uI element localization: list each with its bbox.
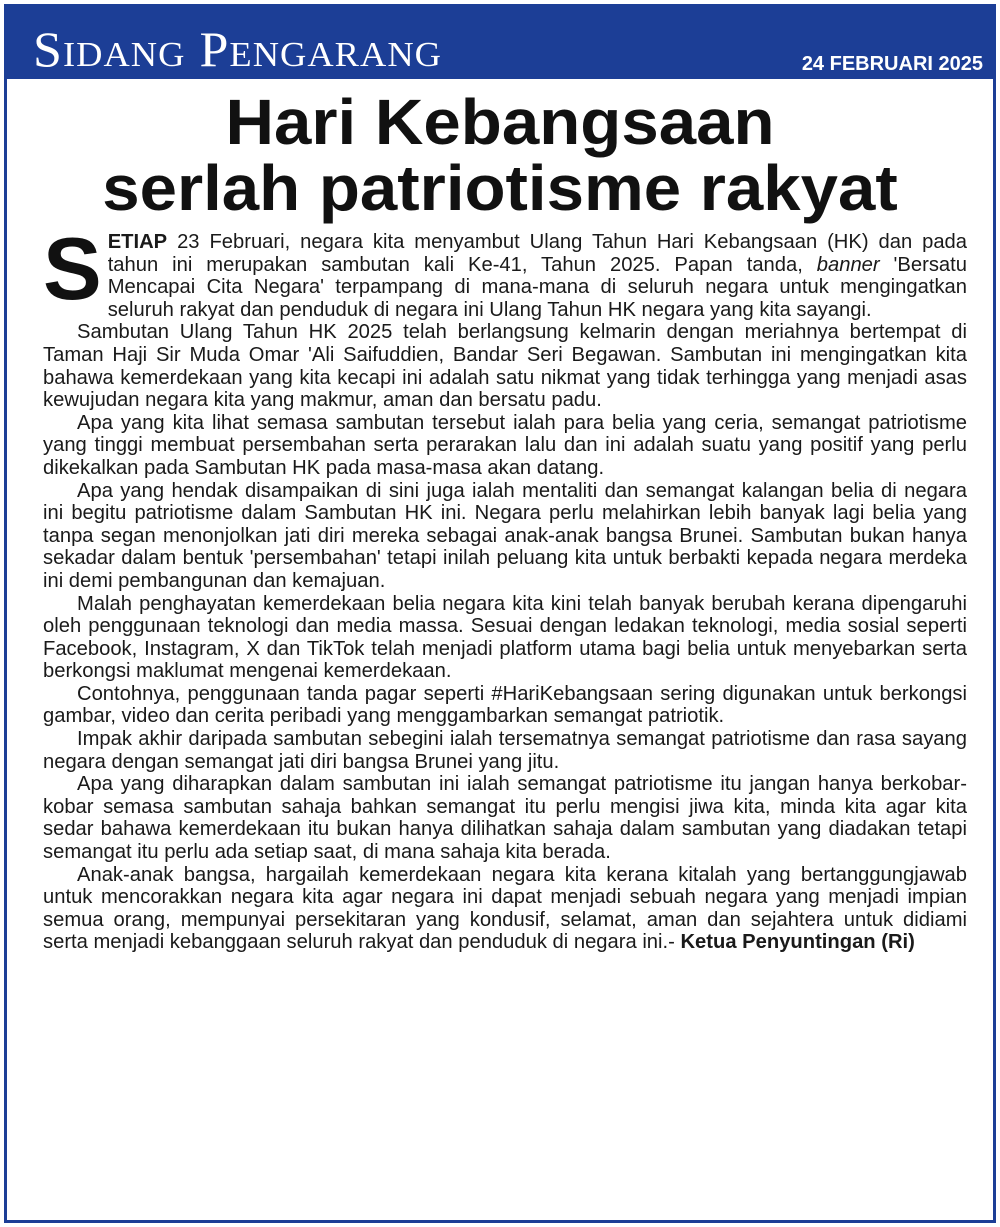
page-frame xyxy=(4,4,996,1223)
masthead-banner xyxy=(7,7,993,79)
byline: Ketua Penyuntingan (Ri) xyxy=(680,931,915,954)
article-body xyxy=(43,219,967,954)
paragraph-1-text-b: 'Bersatu Mencapai Cita Negara' terpampang di mana-mana di seluruh negara untuk mengingatkan seluruh rakyat dan penduduk di negara ini Ulang Tahun HK negara yang kita sayangi. xyxy=(107,253,967,321)
paragraph-6: Contohnya, penggunaan tanda pagar seperti #HariKebangsaan sering digunakan untuk berkongsi gambar, video dan cerita peribadi yang menggambarkan semangat patriotik. xyxy=(43,682,967,728)
paragraph-5: Malah penghayatan kemerdekaan belia negara kita kini telah banyak berubah kerana dipengaruhi oleh penggunaan teknologi dan media massa. Sesuai dengan ledakan teknologi, media sosial seperti Facebook, Instagram, X dan TikTok telah menjadi platform utama bagi belia untuk menyebarkan serta berkongsi maklumat mengenai kemerdekaan. xyxy=(43,592,967,683)
paragraph-2: Sambutan Ulang Tahun HK 2025 telah berlangsung kelmarin dengan meriahnya bertempat di Taman Haji Sir Muda Omar 'Ali Saifuddien, Bandar Seri Begawan. Sambutan ini mengingatkan kita bahawa kemerdekaan yang kita kecapi ini adalah satu nikmat yang tidak terhingga yang menjadi asas kewujudan negara kita yang makmur, aman dan bersatu padu. xyxy=(43,321,967,412)
paragraph-9-text: Anak-anak bangsa, hargailah kemerdekaan negara kita kerana kitalah yang bertanggungjawab untuk mencorakkan negara kita agar negara ini dapat menjadi sebuah negara yang menjadi impian semua orang, mempunyai persekitaran yang kondusif, selamat, aman dan sejahtera untuk didiami serta menjadi kebanggaan seluruh rakyat dan penduduk di negara ini.- xyxy=(43,863,967,954)
drop-cap: S xyxy=(43,219,102,318)
paragraph-1-text-a: 23 Februari, negara kita menyambut Ulang Tahun Hari Kebangsaan (HK) dan pada tahun ini merupakan sambutan kali Ke-41, Tahun 2025. Papan tanda, xyxy=(107,231,967,276)
paragraph-3: Apa yang kita lihat semasa sambutan tersebut ialah para belia yang ceria, semangat patriotisme yang tinggi membuat persembahan serta perarakan lalu dan ini adalah suatu yang positif yang perlu dikekalkan pada Sambutan HK pada masa-masa akan datang. xyxy=(43,411,967,479)
paragraph-4: Apa yang hendak disampaikan di sini juga ialah mentaliti dan semangat kalangan belia di negara ini begitu patriotisme dalam Sambutan HK ini. Negara perlu melahirkan lebih banyak lagi belia yang tanpa segan menonjolkan jati diri mereka sebagai anak-anak bangsa Brunei. Sambutan bukan hanya sekadar dalam bentuk 'persembahan' tetapi inilah peluang kita untuk berbakti kepada negara merdeka ini demi pembangunan dan kemajuan. xyxy=(43,479,967,592)
lead-word: ETIAP xyxy=(107,231,168,253)
headline-line-1: Hari Kebangsaan xyxy=(225,86,775,158)
paragraph-1-italic: banner xyxy=(816,253,880,276)
section-title: Sidang Pengarang xyxy=(33,21,442,77)
headline-line-2: serlah patriotisme rakyat xyxy=(102,152,898,224)
publication-date: 24 FEBRUARI 2025 xyxy=(794,51,983,77)
paragraph-1 xyxy=(43,219,967,321)
paragraph-7: Impak akhir daripada sambutan sebegini ialah tersematnya semangat patriotisme dan rasa sayang negara dengan semangat jati diri bangsa Brunei yang jitu. xyxy=(43,728,967,773)
article-headline xyxy=(7,86,993,224)
paragraph-8: Apa yang diharapkan dalam sambutan ini ialah semangat patriotisme itu jangan hanya berkobar-kobar semasa sambutan sahaja bahkan semangat itu perlu mengisi jiwa kita, minda kita agar kita sedar bahawa kemerdekaan itu bukan hanya dilihatkan sahaja dalam sambutan yang diadakan tetapi semangat itu perlu ada setiap saat, di mana sahaja kita berada. xyxy=(43,773,967,864)
paragraph-9 xyxy=(43,864,967,954)
